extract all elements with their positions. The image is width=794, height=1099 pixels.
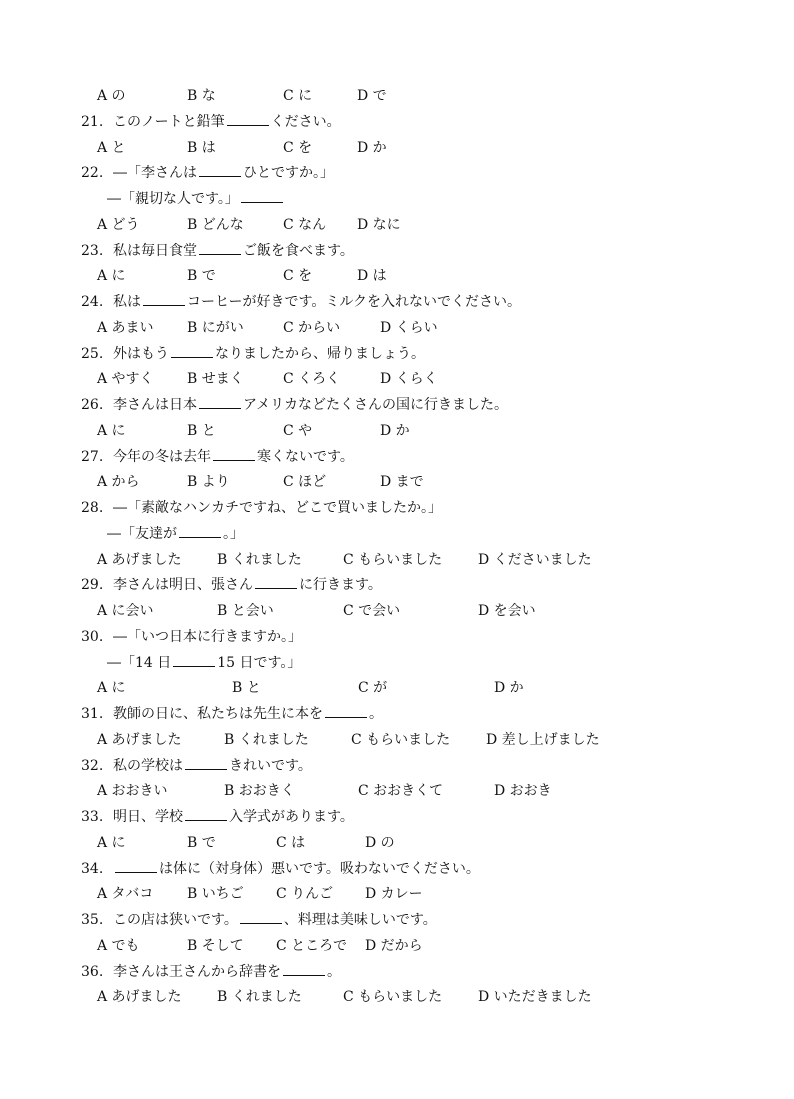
question [0,445,794,471]
question-text: ―「素敵なハンカチですね、どこで買いましたか。」 [113,500,442,516]
question-number: 30. [81,628,104,645]
answer-blank [143,290,185,306]
question-text: 私は毎日食堂 [113,242,197,259]
question-number: 21. [81,113,104,130]
answer-blank [255,573,297,589]
answer-option: A の [97,88,126,104]
answer-option: A おおきい [97,783,168,800]
answer-option: C を [283,268,313,285]
question-text: この店は狭いです。 [113,912,238,928]
answer-option: D を会い [478,603,536,619]
question-number: 31. [81,706,104,722]
question [0,496,794,522]
answer-option: B くれました [217,989,302,1006]
answer-options [0,831,794,857]
question [0,342,794,368]
answer-option: B と [232,680,261,697]
answer-option: A あげました [97,731,182,748]
answer-option: B おおきく [224,783,295,800]
question-number: 34. [81,860,104,877]
answer-option: D の [365,834,395,851]
answer-option: A に [97,680,126,697]
answer-option: C ほど [283,474,327,491]
question-text: 李さんは明日、張さん [113,577,253,594]
answer-option: B くれました [224,731,309,748]
answer-option: B より [187,474,230,491]
question-number: 35. [81,912,104,928]
question-number: 22. [81,165,104,182]
answer-option: C もらいました [343,989,443,1006]
answer-options [0,213,794,239]
question-text: きれいです。 [229,757,312,774]
question-number: 28. [81,500,104,516]
question-text: 。 [327,963,341,980]
question-text: 、料理は美味しいです。 [283,912,437,928]
answer-option: A どう [97,216,140,233]
answer-option: C で会い [343,603,401,619]
answer-options [0,136,794,162]
answer-option: C が [358,680,388,697]
question-number: 26. [81,397,104,413]
answer-option: A から [97,474,140,491]
answer-option: D くださいました [478,551,592,568]
answer-option: A に会い [97,603,154,619]
question-text: 外はもう [113,345,169,362]
question-text: 寒くないです。 [257,448,354,465]
answer-option: A に [97,422,126,439]
question [0,857,794,883]
answer-blank [325,702,367,718]
answer-options [0,548,794,574]
question-number: 24. [81,294,104,310]
answer-option: A に [97,834,126,851]
question-text: アメリカなどたくさんの国に行きました。 [243,397,509,413]
answer-option: D いただきました [478,989,592,1006]
question-text: 教師の日に、私たちは先生に本を [113,706,323,722]
answer-options [0,264,794,290]
question [0,110,794,136]
question-text: 李さんは王さんから辞書を [113,963,281,980]
answer-blank [171,342,213,358]
answer-option: C もらいました [351,731,451,748]
question [0,290,794,316]
answer-option: B で [187,834,216,851]
answer-option: D か [494,680,524,697]
answer-blank [283,960,325,976]
question-text: ―「いつ日本に行きますか。」 [113,628,302,645]
question [0,702,794,728]
answer-option: C なん [283,216,327,233]
question-number: 36. [81,963,104,980]
question-text: に行きます。 [299,577,382,594]
answer-options [0,779,794,805]
question [0,573,794,599]
question-number: 33. [81,809,104,825]
answer-blank [199,393,241,409]
answer-blank [227,110,269,126]
question-text: このノートと鉛筆 [113,113,225,130]
answer-option: D くらい [380,319,438,336]
answer-blank [179,522,221,538]
question-text: 李さんは日本 [113,397,197,413]
answer-option: B いちご [187,886,244,903]
answer-option: C おおきくて [358,783,444,800]
question [0,161,794,187]
question-text: ―「友達が [107,525,177,542]
question-text: 15 日です。」 [217,654,302,671]
answer-blank [185,805,227,821]
question-text: 入学式があります。 [229,809,354,825]
question-number: 29. [81,577,104,594]
answer-options [0,985,794,1011]
answer-option: D なに [357,216,401,233]
answer-option: C もらいました [343,551,443,568]
answer-options [0,84,794,110]
answer-option: A あまい [97,319,154,336]
answer-options [0,676,794,702]
question-text: ―「李さんは [113,165,197,182]
answer-option: A やすく [97,371,154,388]
answer-blank [115,857,157,873]
answer-blank [240,908,282,924]
answer-option: D くらく [380,371,438,388]
answer-option: A でも [97,937,140,954]
answer-option: D は [357,268,387,285]
question-continuation [0,187,794,213]
answer-option: C からい [283,319,341,336]
question [0,960,794,986]
answer-option: C を [283,139,313,156]
question-text: なりましたから、帰りましょう。 [215,345,425,362]
question [0,239,794,265]
answer-option: A に [97,268,126,285]
answer-option: C ところで [276,937,348,954]
question-text: ―「14 日 [107,654,172,671]
answer-option: A タバコ [97,886,154,903]
question-text: 私の学校は [113,757,183,774]
answer-option: A あげました [97,551,182,568]
answer-blank [185,754,227,770]
question [0,625,794,651]
question-text: ください。 [270,113,341,130]
answer-option: C や [283,422,313,439]
answer-option: D 差し上げました [486,731,600,748]
answer-option: C くろく [283,371,341,388]
answer-option: A と [97,139,126,156]
question-text: 今年の冬は去年 [113,448,211,465]
answer-option: D か [380,422,410,439]
answer-option: B と [187,422,216,439]
answer-option: B くれました [217,551,302,568]
answer-blank [241,187,283,203]
question-continuation [0,522,794,548]
answer-options [0,599,794,625]
answer-option: D おおき [494,783,552,800]
answer-option: C は [276,834,306,851]
answer-options [0,419,794,445]
question-text: 明日、学校 [113,809,183,825]
question-text: ご飯を食べます。 [243,242,354,259]
answer-option: B せまく [187,371,244,388]
answer-option: D で [357,88,387,104]
answer-option: B は [187,139,216,156]
question-number: 23. [81,242,104,259]
answer-option: B で [187,268,216,285]
question-text: ―「親切な人です。」 [107,191,239,207]
answer-option: B にがい [187,319,244,336]
answer-option: B と会い [217,603,274,619]
question-number: 25. [81,345,104,362]
answer-option: C りんご [276,886,334,903]
question-text: は体に（対身体）悪いです。吸わないでください。 [159,860,480,877]
answer-option: A あげました [97,989,182,1006]
question [0,908,794,934]
exam-page [0,84,794,1011]
answer-options [0,316,794,342]
answer-options [0,934,794,960]
question-number: 32. [81,757,104,774]
answer-options [0,882,794,908]
question-number: 27. [81,448,104,465]
question-text: 。」 [223,525,244,542]
question-continuation [0,651,794,677]
answer-option: B な [187,88,216,104]
answer-option: D か [357,139,387,156]
question-text: 私は [113,294,141,310]
answer-option: D だから [365,937,423,954]
question-text: ひとですか。」 [243,165,334,182]
question [0,393,794,419]
answer-blank [199,239,241,255]
answer-options [0,470,794,496]
answer-option: B どんな [187,216,244,233]
question-text: コーヒーが好きです。ミルクを入れないでください。 [187,294,522,310]
answer-blank [213,445,255,461]
answer-option: D カレー [365,886,423,903]
answer-blank [199,161,241,177]
answer-options [0,728,794,754]
question [0,754,794,780]
answer-options [0,367,794,393]
question [0,805,794,831]
question-text: 。 [369,706,383,722]
answer-option: C に [283,88,313,104]
answer-option: D まで [380,474,424,491]
answer-blank [173,651,215,667]
answer-option: B そして [187,937,244,954]
